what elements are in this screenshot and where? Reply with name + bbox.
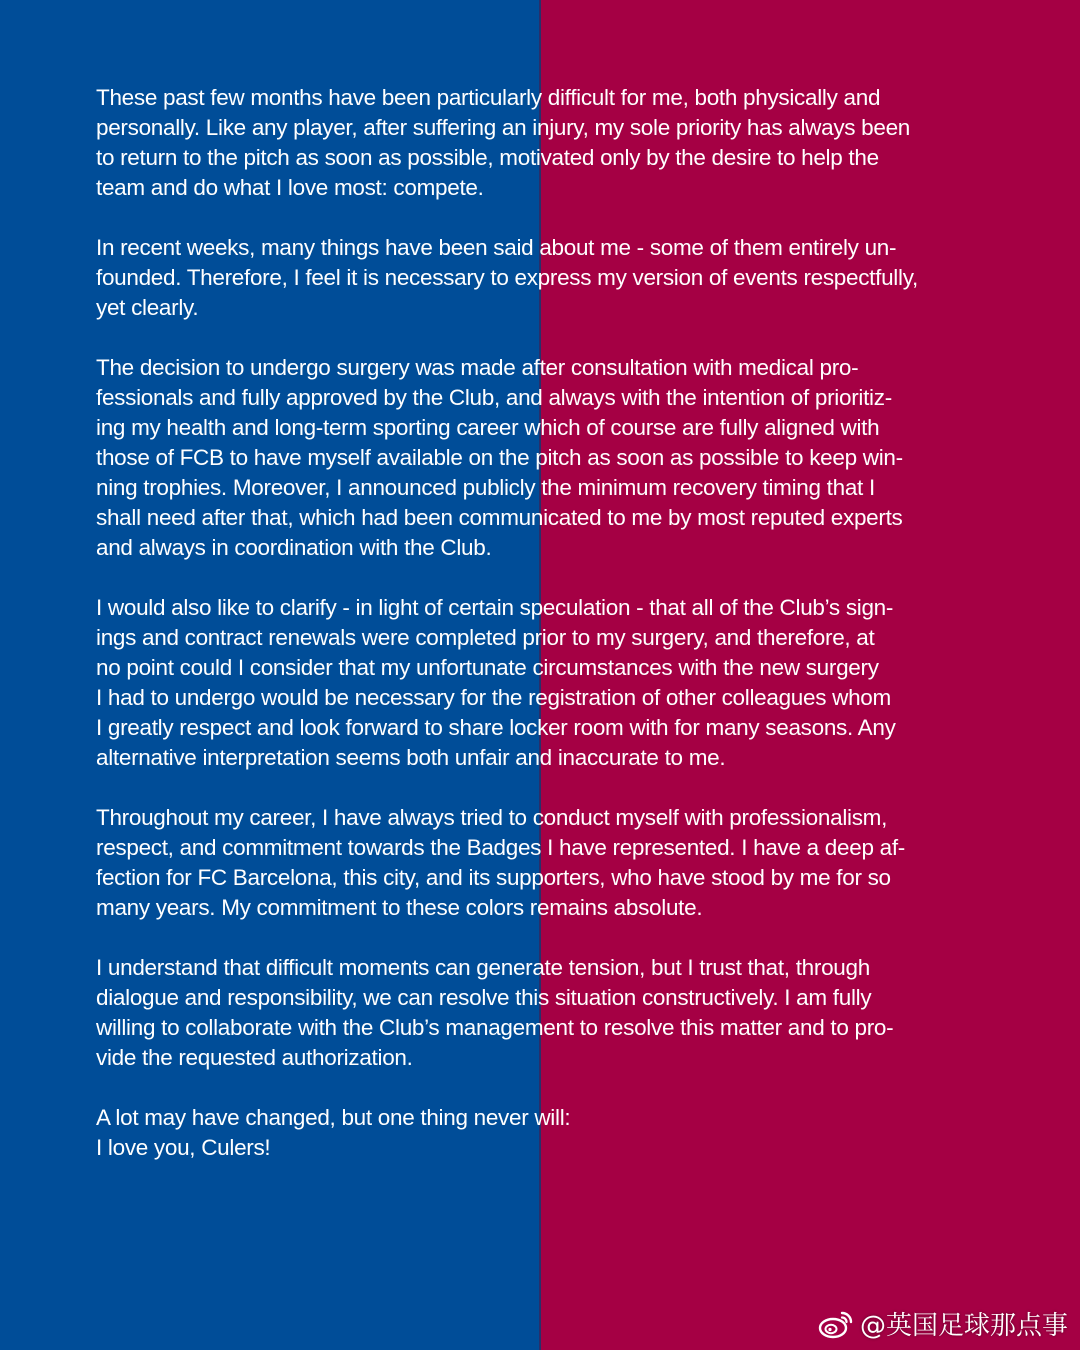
paragraph-5: Throughout my career, I have always tried to conduct myself with professionalism, respect, and commitment towards the Badges I have represented. I have a deep af- fection for FC Barcelona, this city, and its supporters, who have stood by me for so many years. My commitment to these colors remains absolute. xyxy=(96,805,905,920)
paragraph-4: I would also like to clarify - in light of certain speculation - that all of the Club’s sign- ings and contract renewals were completed prior to my surgery, and therefore, at no point could I consider that my unfortunate circumstances with the new surgery I had to undergo would be necessary for the registration of other colleagues whom I greatly respect and look forward to share locker room with for many seasons. Any alternative interpretation seems both unfair and inaccurate to me. xyxy=(96,595,896,770)
paragraph-1: These past few months have been particularly difficult for me, both physically and personally. Like any player, after suffering an injury, my sole priority has always been to return to the pitch as soon as possible, motivated only by the desire to help the team and do what I love most: compete. xyxy=(96,85,911,200)
paragraph-3: The decision to undergo surgery was made after consultation with medical pro- fessionals and fully approved by the Club, and always with the intention of prioritiz- ing my health and long-term sporting career which of course are fully aligned with those of FCB to have myself available on the pitch as soon as possible to keep win- ning trophies. Moreover, I announced publicly the minimum recovery timing that I shall need after that, which had been communicated to me by most reputed experts and always in coordination with the Club. xyxy=(96,355,903,560)
weibo-icon xyxy=(818,1309,854,1339)
paragraph-2: In recent weeks, many things have been said about me - some of them entirely un- founded. Therefore, I feel it is necessary to express my version of events respectfully, yet clearly. xyxy=(96,235,918,320)
paragraph-6: I understand that difficult moments can generate tension, but I trust that, through dialogue and responsibility, we can resolve this situation constructively. I am fully willing to collaborate with the Club’s management to resolve this matter and to pro- vide the requested authorization. xyxy=(96,955,894,1070)
watermark-text: @英国足球那点事 xyxy=(859,1311,1068,1341)
statement-body xyxy=(96,83,1008,1163)
closing-paragraph: A lot may have changed, but one thing never will: I love you, Culers! xyxy=(96,1105,571,1160)
weibo-watermark xyxy=(818,1305,1068,1342)
